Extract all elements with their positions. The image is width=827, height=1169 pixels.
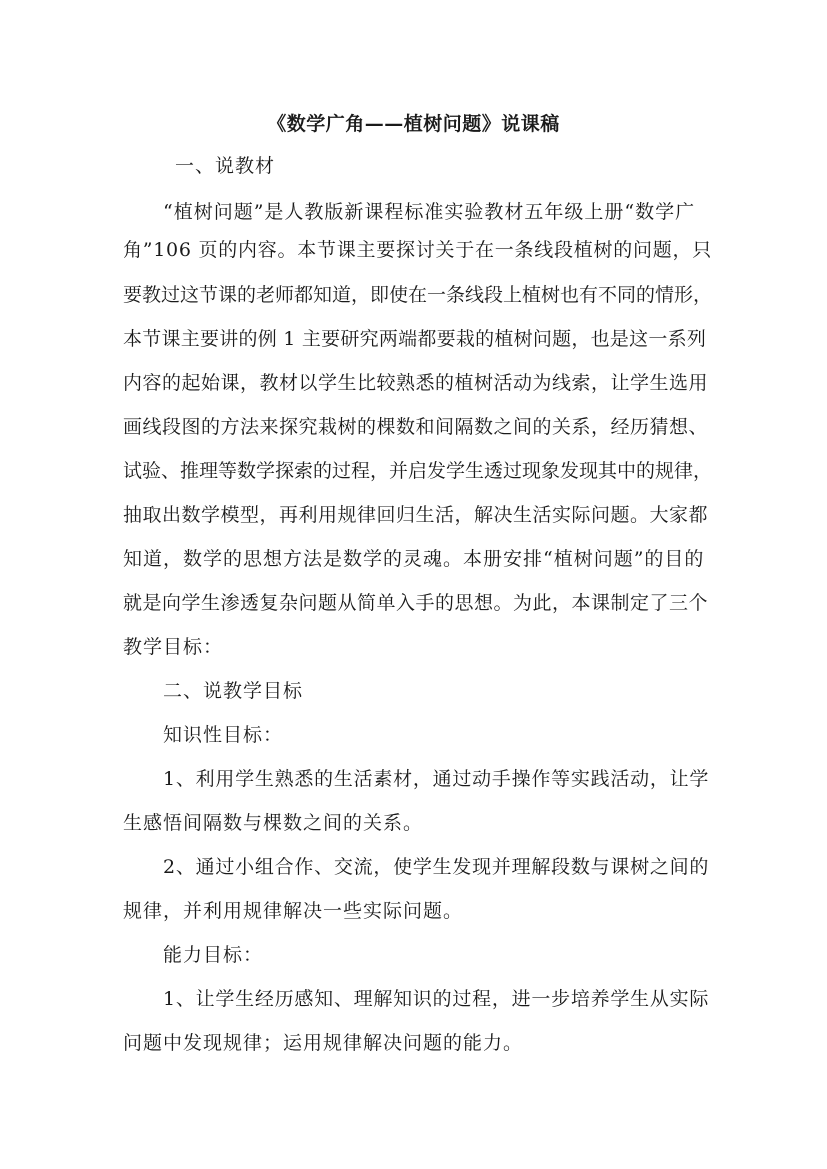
document-title: 《数学广角——植树问题》说课稿 xyxy=(267,113,560,135)
goal-item-line: 生感悟间隔数与棵数之间的关系。 xyxy=(123,812,424,834)
paragraph-line: 试验、推理等数学探索的过程，并启发学生透过现象发现其中的规律， xyxy=(123,460,713,482)
goal-item-line: 规律，并利用规律解决一些实际问题。 xyxy=(123,900,464,922)
paragraph-line: 抽取出数学模型，再利用规律回归生活，解决生活实际问题。大家都 xyxy=(123,504,709,526)
paragraph-line: “植树问题”是人教版新课程标准实验教材五年级上册“数学广 xyxy=(163,201,696,223)
subheading-knowledge-goals: 知识性目标： xyxy=(163,724,284,746)
paragraph-line: 要教过这节课的老师都知道，即使在一条线段上植树也有不同的情形， xyxy=(123,284,713,306)
paragraph-line: 画线段图的方法来探究栽树的棵数和间隔数之间的关系，经历猜想、 xyxy=(123,416,709,438)
goal-item-line: 1、利用学生熟悉的生活素材，通过动手操作等实践活动，让学 xyxy=(163,768,710,790)
paragraph-line: 就是向学生渗透复杂问题从简单入手的思想。为此，本课制定了三个 xyxy=(123,592,709,614)
goal-item-line: 2、通过小组合作、交流，使学生发现并理解段数与课树之间的 xyxy=(163,856,710,878)
paragraph-line: 内容的起始课，教材以学生比较熟悉的植树活动为线索，让学生选用 xyxy=(123,372,709,394)
paragraph-line: 角”106 页的内容。本节课主要探讨关于在一条线段植树的问题，只 xyxy=(123,239,713,261)
paragraph-line: 知道，数学的思想方法是数学的灵魂。本册安排“植树问题”的目的 xyxy=(123,548,705,570)
section-heading-teaching-goals: 二、说教学目标 xyxy=(163,680,304,702)
paragraph-line: 本节课主要讲的例 1 主要研究两端都要栽的植树问题，也是这一系列 xyxy=(123,328,707,350)
section-heading-teaching-material: 一、说教材 xyxy=(175,155,276,177)
paragraph-line: 教学目标： xyxy=(123,636,224,658)
goal-item-line: 问题中发现规律；运用规律解决问题的能力。 xyxy=(123,1032,524,1054)
goal-item-line: 1、让学生经历感知、理解知识的过程，进一步培养学生从实际 xyxy=(163,988,710,1010)
subheading-ability-goals: 能力目标： xyxy=(163,944,264,966)
